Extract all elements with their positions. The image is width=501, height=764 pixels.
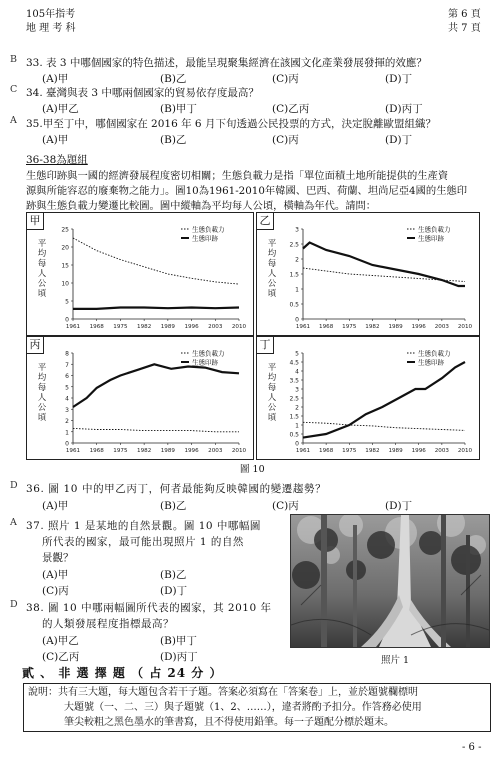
y-tick-label: 3 <box>295 226 299 234</box>
panel-tag: 丁 <box>257 337 274 354</box>
q33-option-b: (B)乙 <box>160 73 187 85</box>
x-tick-label: 1982 <box>137 324 152 330</box>
series-footprint-line <box>73 364 239 407</box>
question-36: 36. 圖 10 中的甲乙丙丁，何者最能夠反映韓國的變遷趨勢？ <box>26 483 327 495</box>
x-tick-label: 1996 <box>411 448 426 454</box>
q37-option-b: (B)乙 <box>160 569 187 581</box>
panel-tag: 丙 <box>27 337 44 354</box>
series-capacity-line <box>73 428 239 431</box>
y-tick-label: 0 <box>65 440 69 448</box>
x-tick-label: 1996 <box>184 448 199 454</box>
legend-label-footprint: 生態印跡 <box>418 358 444 367</box>
x-tick-label: 1968 <box>319 448 334 454</box>
notice-line-1: 說明：共有三大題，每大題包含若干子題。答案必須寫在「答案卷」上，並於題號欄標明 <box>28 687 418 698</box>
page-number: 第 6 頁 <box>448 9 481 20</box>
q38-option-c: (C)乙丙 <box>42 651 80 663</box>
x-tick-label: 1989 <box>160 324 175 330</box>
chart-panel <box>26 336 254 460</box>
q37-option-a: (A)甲 <box>42 569 69 581</box>
series-footprint-line <box>73 308 239 309</box>
x-tick-label: 1982 <box>365 324 380 330</box>
chart-panel <box>26 212 254 336</box>
x-tick-label: 1989 <box>388 324 403 330</box>
question-38-line-1: 38. 圖 10 中哪兩幅圖所代表的國家，其 2010 年 <box>26 602 272 614</box>
x-tick-label: 1982 <box>365 448 380 454</box>
x-tick-label: 1975 <box>113 324 128 330</box>
x-tick-label: 1996 <box>411 324 426 330</box>
y-tick-label: 2 <box>295 256 299 264</box>
panel-tag: 乙 <box>257 213 274 230</box>
legend-label-footprint: 生態印跡 <box>192 358 218 367</box>
question-34: 34. 臺灣與表 3 中哪兩個國家的貿易依存度最高？ <box>26 87 259 99</box>
y-tick-label: 1 <box>65 429 69 437</box>
q34-option-d: (D)丙丁 <box>385 103 423 115</box>
group-intro-line-2: 源與所能容忍的廢棄物之能力」。圖10為1961-2010年韓國、巴西、荷蘭、坦尚尼亞4國的生態印 <box>26 185 468 197</box>
question-37-line-1: 37. 照片 1 是某地的自然景觀。圖 10 中哪幅圖 <box>26 520 261 532</box>
series-capacity-line <box>73 238 239 284</box>
q38-option-d: (D)丙丁 <box>160 651 198 663</box>
legend-label-capacity: 生態負載力 <box>418 225 451 234</box>
question-37-line-2: 所代表的國家，最可能出現照片 1 的自然 <box>42 536 244 548</box>
q33-option-c: (C)丙 <box>272 73 299 85</box>
y-tick-label: 2 <box>65 418 69 425</box>
y-tick-label: 0 <box>295 440 299 448</box>
q38-option-b: (B)甲丁 <box>160 635 197 647</box>
answer-mark-38: D <box>10 599 18 610</box>
x-tick-label: 2003 <box>434 324 449 330</box>
group-intro-line-3: 跡與生態負載力變遷比較圖。圖中縱軸為平均每人公頃，橫軸為年代。請問： <box>26 200 377 212</box>
q33-option-a: (A)甲 <box>42 73 69 85</box>
x-tick-label: 1975 <box>342 448 357 454</box>
x-tick-label: 1989 <box>388 448 403 454</box>
answer-mark-36: D <box>10 480 18 491</box>
x-tick-label: 2003 <box>434 448 449 454</box>
y-tick-label: 0 <box>65 316 69 324</box>
x-tick-label: 1968 <box>319 324 334 330</box>
q38-option-a: (A)甲乙 <box>42 635 79 647</box>
y-tick-label: 0.5 <box>289 301 299 309</box>
y-axis-label: 平 均 每 人 公 頃 <box>267 239 277 299</box>
series-footprint-line <box>303 243 465 287</box>
x-tick-label: 2003 <box>208 448 223 454</box>
x-tick-label: 2010 <box>231 448 247 454</box>
x-tick-label: 2010 <box>457 324 473 330</box>
panel-tag: 甲 <box>27 213 44 230</box>
line-chart <box>257 213 479 335</box>
x-tick-label: 1982 <box>137 448 152 454</box>
total-pages: 共 7 頁 <box>448 23 481 34</box>
chart-panel <box>256 336 480 460</box>
q35-option-d: (D)丁 <box>385 134 413 146</box>
legend-label-footprint: 生態印跡 <box>418 234 444 243</box>
y-axis-label: 平 均 每 人 公 頃 <box>37 363 47 423</box>
q34-option-c: (C)乙丙 <box>272 103 310 115</box>
q37-option-d: (D)丁 <box>160 585 188 597</box>
x-tick-label: 1961 <box>65 324 81 330</box>
line-chart <box>27 213 253 335</box>
x-tick-label: 1989 <box>160 448 175 454</box>
y-tick-label: 4 <box>65 395 69 403</box>
answer-mark-33: B <box>10 54 17 65</box>
y-tick-label: 1 <box>295 286 299 294</box>
y-tick-label: 2.5 <box>289 395 299 403</box>
notice-line-2: 大題號（一、二、三）與子題號（1、2、……），違者將酌予扣分。作答務必使用 <box>64 702 422 713</box>
y-tick-label: 25 <box>61 226 69 234</box>
x-tick-label: 1961 <box>295 448 311 454</box>
q33-option-d: (D)丁 <box>385 73 413 85</box>
y-tick-label: 3 <box>295 386 299 394</box>
question-38-line-2: 的人類發展程度指標最高？ <box>42 618 174 630</box>
y-tick-label: 6 <box>65 373 69 380</box>
legend-label-capacity: 生態負載力 <box>192 225 225 234</box>
y-tick-label: 7 <box>65 361 69 369</box>
y-tick-label: 5 <box>65 298 69 306</box>
y-tick-label: 3.5 <box>289 377 299 385</box>
x-tick-label: 1961 <box>295 324 311 330</box>
question-33: 33. 表 3 中哪個國家的特色描述，最能呈現聚集經濟在該國文化產業發展發揮的效應？ <box>26 57 427 69</box>
x-tick-label: 2003 <box>208 324 223 330</box>
figure-label: 圖 10 <box>240 464 265 475</box>
notice-box <box>23 683 491 732</box>
y-tick-label: 2 <box>295 404 299 412</box>
y-tick-label: 0 <box>295 316 299 324</box>
line-chart <box>27 337 253 459</box>
x-tick-label: 1975 <box>113 448 128 454</box>
legend-label-footprint: 生態印跡 <box>192 234 218 243</box>
q36-option-b: (B)乙 <box>160 500 187 512</box>
x-tick-label: 2010 <box>457 448 473 454</box>
series-footprint-line <box>303 362 465 438</box>
section-2-title: 貳 、 非 選 擇 題 （ 占 24 分 ） <box>22 666 223 680</box>
q37-option-c: (C)丙 <box>42 585 69 597</box>
legend-label-capacity: 生態負載力 <box>418 349 451 358</box>
y-tick-label: 4 <box>295 368 299 376</box>
q34-option-a: (A)甲乙 <box>42 103 79 115</box>
question-35: 35.甲至丁中，哪個國家在 2016 年 6 月下旬透過公民投票的方式，決定脫離歐盟組織？ <box>26 118 436 130</box>
q36-option-d: (D)丁 <box>385 500 413 512</box>
q35-option-a: (A)甲 <box>42 134 69 146</box>
answer-mark-34: C <box>10 84 18 95</box>
line-chart <box>257 337 479 459</box>
question-37-line-3: 景觀？ <box>42 552 74 564</box>
q35-option-c: (C)丙 <box>272 134 299 146</box>
series-capacity-line <box>303 422 465 430</box>
photo-forest <box>290 514 490 648</box>
chart-panel <box>256 212 480 336</box>
photo-label: 照片 1 <box>381 655 410 666</box>
y-tick-label: 2.5 <box>289 241 299 249</box>
y-tick-label: 20 <box>61 244 69 252</box>
legend-label-capacity: 生態負載力 <box>192 349 225 358</box>
y-tick-label: 0.5 <box>289 431 299 439</box>
notice-line-3: 筆尖較粗之黑色墨水的筆書寫，且不得使用鉛筆。每一子題配分標於題末。 <box>64 717 394 728</box>
y-axis-label: 平 均 每 人 公 頃 <box>267 363 277 423</box>
y-tick-label: 1.5 <box>289 271 299 279</box>
y-tick-label: 8 <box>65 350 69 358</box>
group-intro-line-1: 生態印跡與一國的經濟發展程度密切相關；生態負載力是指「單位面積土地所能提供的生產資 <box>26 170 449 182</box>
exam-subject: 地 理 考 科 <box>26 23 76 34</box>
x-tick-label: 1961 <box>65 448 81 454</box>
q36-option-a: (A)甲 <box>42 500 69 512</box>
y-tick-label: 10 <box>61 280 69 288</box>
answer-mark-37: A <box>10 517 17 528</box>
q35-option-b: (B)乙 <box>160 134 187 146</box>
x-tick-label: 1968 <box>89 448 104 454</box>
y-tick-label: 5 <box>295 350 299 358</box>
y-tick-label: 1 <box>295 422 299 430</box>
page-footer: - 6 - <box>462 742 482 753</box>
q34-option-b: (B)甲丁 <box>160 103 197 115</box>
x-tick-label: 1996 <box>184 324 199 330</box>
y-axis-label: 平 均 每 人 公 頃 <box>37 239 47 299</box>
exam-year: 105年指考 <box>26 9 76 20</box>
y-tick-label: 5 <box>65 384 69 392</box>
q36-option-c: (C)丙 <box>272 500 299 512</box>
y-tick-label: 1.5 <box>289 413 299 421</box>
y-tick-label: 3 <box>65 406 69 414</box>
answer-mark-35: A <box>10 115 17 126</box>
y-tick-label: 4.5 <box>289 359 299 367</box>
y-tick-label: 15 <box>61 262 69 270</box>
x-tick-label: 2010 <box>231 324 247 330</box>
x-tick-label: 1975 <box>342 324 357 330</box>
group-title: 36-38為題組 <box>26 154 88 166</box>
x-tick-label: 1968 <box>89 324 104 330</box>
